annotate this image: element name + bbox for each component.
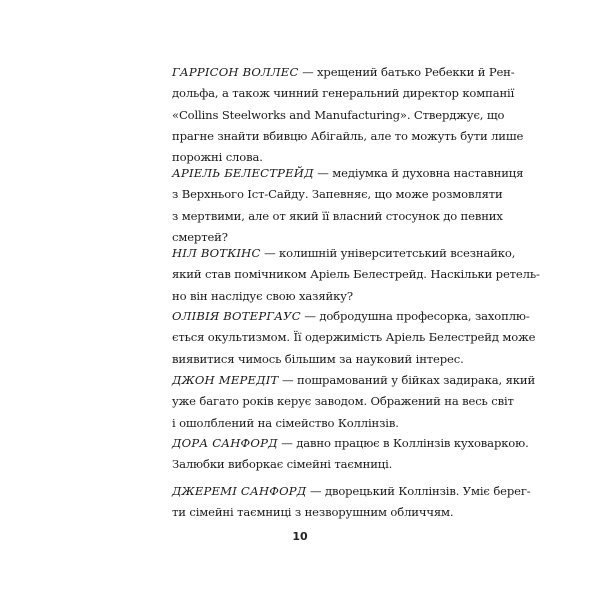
- entry-text-line: прагне знайти вбивцю Абігайль, але то можуть бути лише: [172, 128, 524, 143]
- entry-text-line: з мертвими, але от який її власний стосунок до певних: [172, 208, 503, 223]
- character-entry-john: [172, 370, 536, 434]
- entry-text-line: порожні слова.: [172, 150, 263, 165]
- character-name: ДЖЕРЕМІ САНФОРД: [172, 484, 307, 498]
- entry-text-line: — медіумка й духовна наставниця: [313, 166, 524, 180]
- entry-text-line: но він наслідує свою хазяйку?: [172, 288, 353, 303]
- entry-text-line: смертей?: [172, 229, 228, 244]
- entry-text-line: — добродушна професорка, захоплю-: [300, 309, 530, 323]
- character-name: АРІЕЛЬ БЕЛЕСТРЕЙД: [172, 166, 314, 180]
- entry-text-line: — колишній університетський всезнайко,: [260, 246, 516, 260]
- character-entry-garrison: [172, 62, 524, 168]
- entry-text-line: який став помічником Аріель Белестрейд. Наскільки ретель-: [172, 267, 540, 282]
- character-name: ГАРРІСОН ВОЛЛЕС: [172, 65, 299, 79]
- entry-text-line: дольфа, а також чинний генеральний директор компанії: [172, 86, 515, 101]
- entry-text-line: уже багато років керує заводом. Ображений на весь світ: [172, 394, 514, 409]
- character-entry-ariel: [172, 163, 524, 248]
- entry-text-line: і ошолблений на сімейство Коллінзів.: [172, 415, 399, 430]
- character-entry-dora: [172, 433, 529, 476]
- character-name: ОЛІВІЯ ВОТЕРГАУС: [172, 309, 301, 323]
- entry-text-line: Залюбки виборкає сімейні таємниці.: [172, 457, 393, 472]
- entry-text-line: — дворецький Коллінзів. Уміє берег-: [306, 484, 531, 498]
- character-name: ДЖОН МЕРЕДІТ: [172, 373, 279, 387]
- entry-text-line: виявитися чимось більшим за науковий інтерес.: [172, 351, 464, 366]
- entry-text-line: — давно працює в Коллінзів куховаркою.: [277, 436, 529, 450]
- character-entry-olivia: [172, 306, 536, 370]
- entry-text-line: ти сімейні таємниці з незворушним обличчям.: [172, 505, 454, 520]
- character-entry-jeremy: [172, 481, 531, 524]
- entry-text-line: ється окультизмом. Її одержимість Аріель Белестрейд може: [172, 330, 536, 345]
- entry-text-line: «Collins Steelworks and Manufacturing». Стверджує, що: [172, 107, 505, 122]
- character-name: ДОРА САНФОРД: [172, 436, 278, 450]
- entry-text-line: з Верхнього Іст-Сайду. Запевняє, що може розмовляти: [172, 187, 503, 202]
- page-number: 10: [292, 530, 308, 543]
- character-name: НІЛ ВОТКІНС: [172, 246, 261, 260]
- entry-text-line: — хрещений батько Ребекки й Рен-: [298, 65, 515, 79]
- entry-text-line: — пошрамований у бійках задирака, який: [278, 373, 536, 387]
- character-entry-neil: [172, 243, 540, 307]
